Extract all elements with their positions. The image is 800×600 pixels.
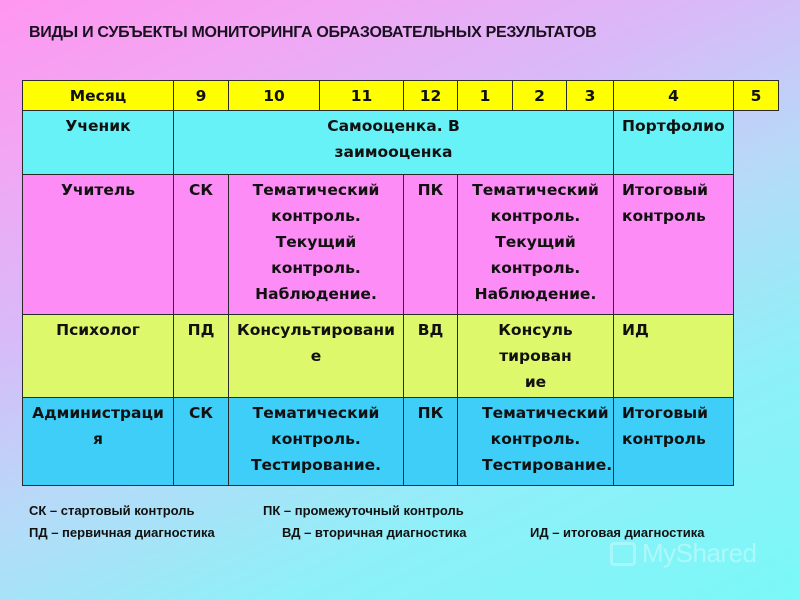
code-cell: ВД	[404, 315, 458, 398]
activity-cell: Тематический контроль. Текущий контроль. Наблюдение.	[229, 175, 404, 315]
watermark-text: MyShared	[642, 538, 757, 568]
legend-item-sk: СК – стартовый контроль	[29, 503, 195, 518]
month-cell: 12	[404, 81, 458, 111]
month-cell: 9	[174, 81, 229, 111]
psychologist-row	[23, 315, 779, 398]
legend-item-pd: ПД – первичная диагностика	[29, 525, 215, 540]
subject-cell: Учитель	[23, 175, 174, 315]
legend-item-id: ИД – итоговая диагностика	[530, 525, 705, 540]
legend-item-pk: ПК – промежуточный контроль	[263, 503, 464, 518]
month-label: Месяц	[23, 81, 174, 111]
subject-cell: Психолог	[23, 315, 174, 398]
month-cell: 4	[614, 81, 734, 111]
month-cell: 3	[567, 81, 614, 111]
final-cell: Итоговый контроль	[614, 398, 734, 486]
pupil-assessment-cell: Самооценка. Взаимооценка	[174, 111, 614, 175]
watermark-logo-icon	[610, 542, 636, 566]
activity-cell: Тематический контроль. Тестирование.	[458, 398, 614, 486]
month-cell: 2	[513, 81, 567, 111]
activity-cell: Консультирование	[229, 315, 404, 398]
final-cell: ИД	[614, 315, 734, 398]
activity-cell: Тематический контроль. Текущий контроль. Наблюдение.	[458, 175, 614, 315]
code-cell: СК	[174, 398, 229, 486]
activity-cell: Консультирование	[458, 315, 614, 398]
code-cell: ПК	[404, 175, 458, 315]
code-cell: ПД	[174, 315, 229, 398]
watermark	[610, 538, 757, 569]
legend-item-vd: ВД – вторичная диагностика	[282, 525, 467, 540]
pupil-final-cell: Портфолио	[614, 111, 734, 175]
code-cell: СК	[174, 175, 229, 315]
pupil-row	[23, 111, 779, 175]
month-cell: 1	[458, 81, 513, 111]
final-cell: Итоговый контроль	[614, 175, 734, 315]
month-cell: 11	[320, 81, 404, 111]
month-cell: 5	[734, 81, 779, 111]
administration-row	[23, 398, 779, 486]
code-cell: ПК	[404, 398, 458, 486]
teacher-row	[23, 175, 779, 315]
page-title: ВИДЫ И СУБЪЕКТЫ МОНИТОРИНГА ОБРАЗОВАТЕЛЬНЫХ РЕЗУЛЬТАТОВ	[29, 24, 597, 41]
month-header-row	[23, 81, 779, 111]
monitoring-table	[22, 80, 779, 486]
subject-cell: Администрация	[23, 398, 174, 486]
month-cell: 10	[229, 81, 320, 111]
activity-cell: Тематический контроль. Тестирование.	[229, 398, 404, 486]
subject-cell: Ученик	[23, 111, 174, 175]
